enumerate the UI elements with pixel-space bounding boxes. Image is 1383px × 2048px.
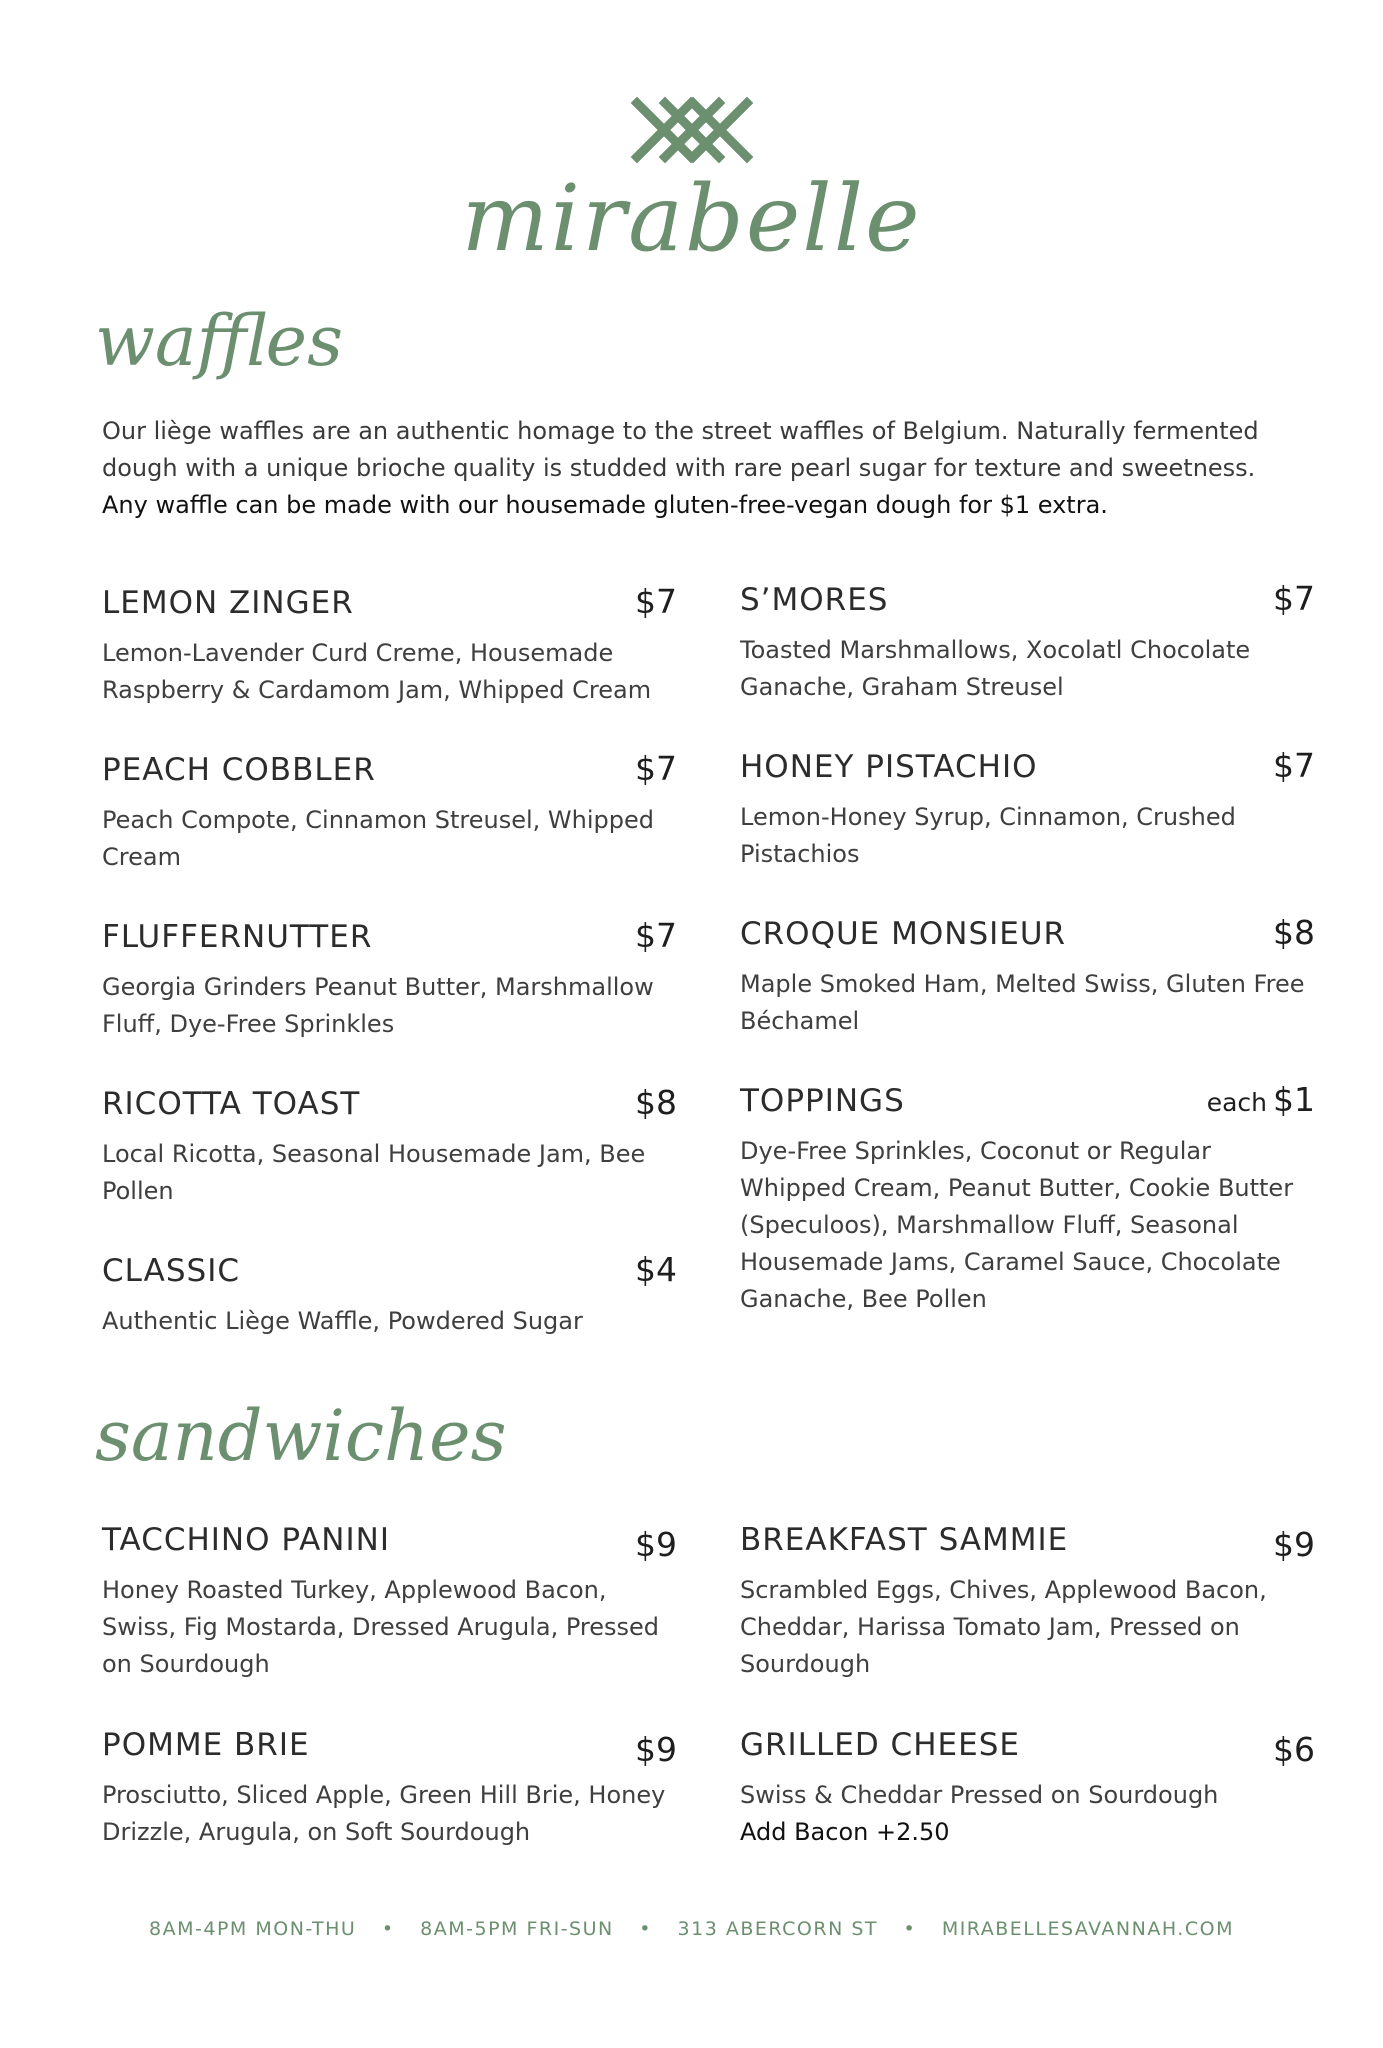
item-price (1207, 1080, 1315, 1119)
waffles-intro (102, 413, 1302, 524)
item-price: $8 (635, 1083, 677, 1122)
item-price: $7 (1273, 746, 1315, 785)
waffles-title: waffles (95, 300, 344, 382)
item-description: Local Ricotta, Seasonal Housemade Jam, Bee Pollen (102, 1140, 646, 1205)
item-description: Scrambled Eggs, Chives, Applewood Bacon, Cheddar, Harissa Tomato Jam, Pressed on Sourdough (740, 1576, 1267, 1678)
item-name: HONEY PISTACHIO (740, 749, 1038, 785)
item-price: $7 (635, 749, 677, 788)
item-name: TACCHINO PANINI (102, 1522, 390, 1558)
item-name: POMME BRIE (102, 1727, 310, 1763)
item-description: Honey Roasted Turkey, Applewood Bacon, Swiss, Fig Mostarda, Dressed Arugula, Pressed on Sourdough (102, 1576, 660, 1678)
item-price: $8 (1273, 913, 1315, 952)
item-price: $6 (1273, 1730, 1315, 1769)
item-description: Georgia Grinders Peanut Butter, Marshmallow Fluff, Dye-Free Sprinkles (102, 973, 654, 1038)
item-description: Dye-Free Sprinkles, Coconut or Regular Whipped Cream, Peanut Butter, Cookie Butter (Speculoos), Marshmallow Fluff, Seasonal Housemade Jams, Caramel Sauce, Chocolate Ganache, Bee Pollen (740, 1137, 1294, 1313)
item-price: $9 (1273, 1525, 1315, 1564)
item-description: Toasted Marshmallows, Xocolatl Chocolate Ganache, Graham Streusel (740, 636, 1251, 701)
menu-item (740, 1727, 1315, 1846)
separator: • (903, 1918, 917, 1940)
item-description: Lemon-Honey Syrup, Cinnamon, Crushed Pistachios (740, 803, 1236, 868)
item-addon: Add Bacon +2.50 (740, 1818, 950, 1846)
sandwiches-title: sandwiches (95, 1395, 507, 1477)
menu-item (740, 579, 1315, 706)
brand-logo (0, 95, 1383, 167)
hours-weekend: 8AM-5PM FRI-SUN (420, 1918, 614, 1940)
hours-weekday: 8AM-4PM MON-THU (149, 1918, 357, 1940)
item-name: TOPPINGS (740, 1083, 905, 1119)
item-name: FLUFFERNUTTER (102, 919, 373, 955)
item-name: S’MORES (740, 582, 889, 618)
menu-item (740, 1522, 1315, 1683)
item-price: $7 (635, 582, 677, 621)
menu-item (740, 913, 1315, 1040)
item-price: $9 (635, 1525, 677, 1564)
menu-item (740, 746, 1315, 873)
menu-item (102, 916, 677, 1043)
item-name: CROQUE MONSIEUR (740, 916, 1067, 952)
separator: • (639, 1918, 652, 1940)
item-price: $4 (635, 1250, 677, 1289)
item-description: Authentic Liège Waffle, Powdered Sugar (102, 1307, 583, 1335)
menu-item (102, 1727, 677, 1851)
item-description: Swiss & Cheddar Pressed on Sourdough (740, 1781, 1219, 1809)
item-name: LEMON ZINGER (102, 585, 354, 621)
item-name: RICOTTA TOAST (102, 1086, 361, 1122)
item-name: PEACH COBBLER (102, 752, 376, 788)
menu-item (102, 1083, 677, 1210)
footer-info (0, 1918, 1383, 1940)
item-name: GRILLED CHEESE (740, 1727, 1020, 1763)
item-description: Maple Smoked Ham, Melted Swiss, Gluten Free Béchamel (740, 970, 1305, 1035)
lattice-icon (627, 95, 757, 167)
item-name: BREAKFAST SAMMIE (740, 1522, 1069, 1558)
address: 313 ABERCORN ST (677, 1918, 878, 1940)
item-price: $7 (635, 916, 677, 955)
item-description: Lemon-Lavender Curd Creme, Housemade Raspberry & Cardamom Jam, Whipped Cream (102, 639, 652, 704)
website-link[interactable]: MIRABELLESAVANNAH.COM (941, 1918, 1234, 1940)
item-description: Prosciutto, Sliced Apple, Green Hill Brie, Honey Drizzle, Arugula, on Soft Sourdough (102, 1781, 666, 1846)
intro-text: Our liège waffles are an authentic homage to the street waffles of Belgium. Naturally fermented dough with a unique brioche quality is studded with rare pearl sugar for texture and sweetness. (102, 417, 1259, 482)
item-price: $9 (635, 1730, 677, 1769)
menu-item (102, 582, 677, 709)
intro-note: Any waffle can be made with our housemade gluten-free-vegan dough for $1 extra. (102, 491, 1108, 519)
menu-item (102, 1250, 677, 1340)
price-value: $1 (1273, 1080, 1315, 1119)
item-name: CLASSIC (102, 1253, 240, 1289)
menu-item (102, 749, 677, 876)
menu-item (102, 1522, 677, 1683)
separator: • (381, 1918, 395, 1940)
item-price: $7 (1273, 579, 1315, 618)
menu-item-toppings (740, 1080, 1315, 1318)
brand-name: mirabelle (461, 165, 922, 272)
price-prefix: each (1206, 1088, 1267, 1117)
item-description: Peach Compote, Cinnamon Streusel, Whipped Cream (102, 806, 654, 871)
